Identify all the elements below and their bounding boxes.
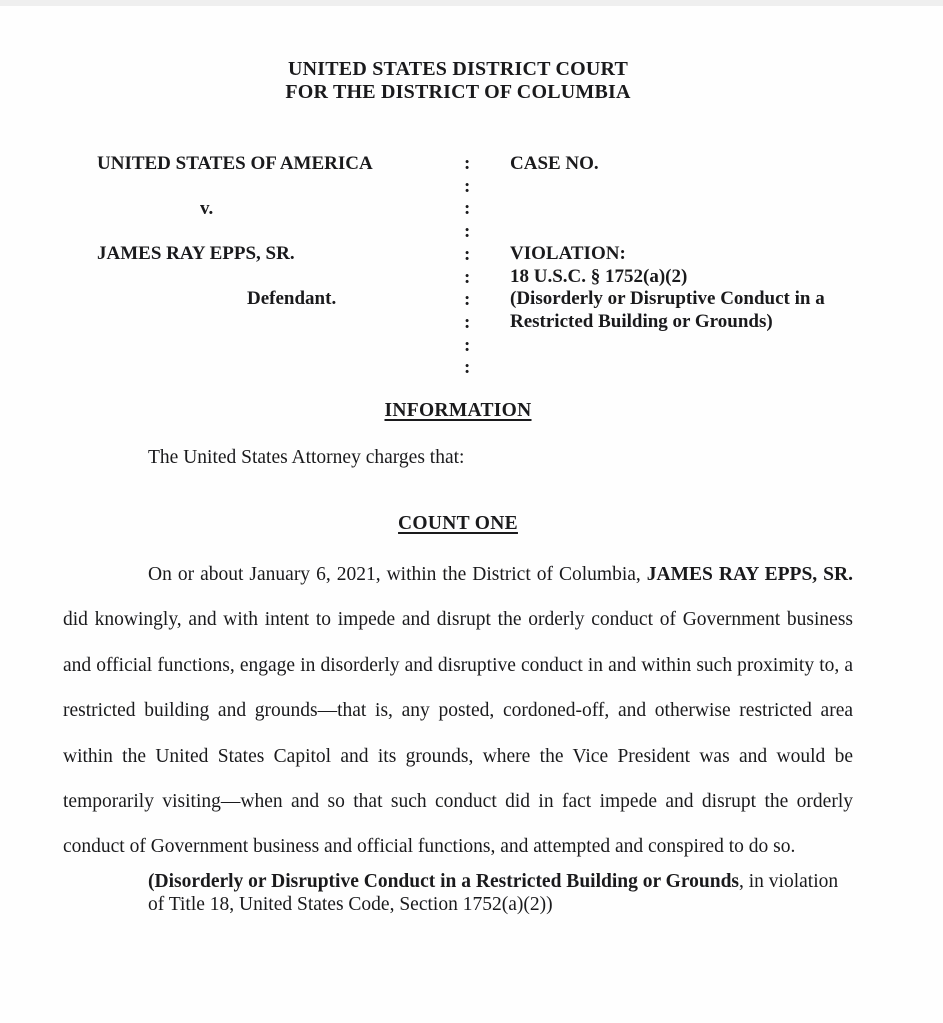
information-heading-row [63,400,853,422]
violation-description-line1: (Disorderly or Disruptive Conduct in a [510,288,825,310]
court-district: FOR THE DISTRICT OF COLUMBIA [285,81,631,103]
violation-block [510,243,825,334]
count-one-defendant-name: JAMES RAY EPPS, SR. [646,564,853,585]
caption-separator-colon: : [464,243,471,265]
count-one-paragraph [63,552,853,870]
charge-citation [148,870,854,916]
caption-separator-column [464,153,470,380]
caption-separator-colon: : [464,334,471,356]
caption-separator-colon: : [464,198,471,220]
charge-citation-statute: , in violation of Title 18, United States Code, Section 1752(a)(2)) [148,871,839,915]
scan-edge-artifact [0,0,943,6]
defendant-name: JAMES RAY EPPS, SR. [97,243,295,264]
information-heading: INFORMATION [384,400,532,421]
count-one-heading-row [63,513,853,535]
plaintiff-name: UNITED STATES OF AMERICA [97,153,373,174]
count-one-text-rest: did knowingly, and with intent to impede and disrupt the orderly conduct of Government business and official functions, engage in disorderly and disruptive conduct in and within such proximity to, a restricted building and grounds—that is, any posted, cordoned-off, and otherwise restricted area within the United States Capitol and its grounds, where the Vice President was and would be temporarily visiting—when and so that such conduct did in fact impede and disrupt the orderly conduct of Government business and official functions, and attempted and conspired to do so. [63,609,853,858]
charge-citation-offense: (Disorderly or Disruptive Conduct in a Restricted Building or Grounds [148,871,739,892]
caption-separator-colon: : [464,153,471,174]
court-name: UNITED STATES DISTRICT COURT [288,58,628,80]
caption-separator-colon: : [464,175,471,197]
caption-separator-colon: : [464,357,471,379]
case-number-label: CASE NO. [510,153,599,174]
caption-separator-colon: : [464,266,471,288]
charging-intro: The United States Attorney charges that: [148,447,465,468]
violation-label: VIOLATION: [510,243,626,264]
caption-separator-colon: : [464,311,471,333]
versus-label: v. [200,198,214,219]
defendant-label: Defendant. [247,288,337,309]
caption-separator-colon: : [464,221,471,243]
court-header [63,58,853,104]
violation-statute: 18 U.S.C. § 1752(a)(2) [510,265,688,287]
count-one-heading: COUNT ONE [398,513,518,534]
caption-separator-colon: : [464,289,471,311]
count-one-text-start: On or about January 6, 2021, within the District of Columbia, [148,564,647,585]
violation-description-line2: Restricted Building or Grounds) [510,311,773,333]
